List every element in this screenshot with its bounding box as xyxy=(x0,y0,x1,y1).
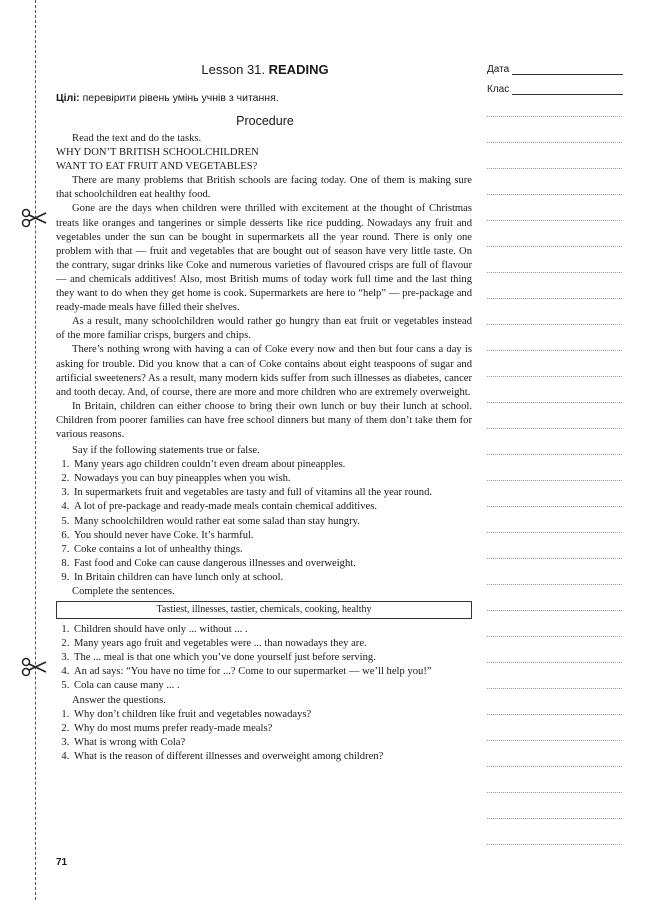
note-line xyxy=(487,714,622,715)
note-line xyxy=(487,740,622,741)
task1-instruction: Say if the following statements true or false. xyxy=(72,445,260,457)
text-body xyxy=(56,132,472,764)
list-item: 2. Nowadays you can buy pineapples when you wish. xyxy=(72,472,472,486)
note-line xyxy=(487,324,622,325)
note-line xyxy=(487,506,622,507)
paragraph: In Britain, children can either choose to bring their own lunch or buy their lunch at school. Children from poorer families can have free school dinners but many of them don’t take them for various reasons. xyxy=(56,400,472,440)
note-line xyxy=(487,818,622,819)
list-item: 1. Why don’t children like fruit and vegetables nowadays? xyxy=(72,708,472,722)
list-item: 2. Why do most mums prefer ready-made meals? xyxy=(72,722,472,736)
aims-label: Цілі: xyxy=(56,92,80,104)
list-item: 5. Cola can cause many ... . xyxy=(72,679,472,693)
list-item: 1. Children should have only ... without ... . xyxy=(72,623,472,637)
procedure-heading: Procedure xyxy=(236,114,294,128)
note-line xyxy=(487,844,622,845)
note-line xyxy=(487,532,622,533)
note-line xyxy=(487,610,622,611)
list-item: 3. The ... meal is that one which you’ve done yourself just before serving. xyxy=(72,651,472,665)
list-item: 4. What is the reason of different illnesses and overweight among children? xyxy=(72,750,472,764)
note-line xyxy=(487,350,622,351)
note-line xyxy=(487,480,622,481)
list-item: 4. An ad says: “You have no time for ...? Come to our supermarket — we’ll help you!” xyxy=(72,665,472,679)
note-line xyxy=(487,142,622,143)
note-line xyxy=(487,688,622,689)
cut-line xyxy=(35,0,36,900)
list-item: 3. What is wrong with Cola? xyxy=(72,736,472,750)
date-field[interactable] xyxy=(487,64,623,75)
read-instruction: Read the text and do the tasks. xyxy=(72,133,202,144)
note-line xyxy=(487,272,622,273)
note-line xyxy=(487,220,622,221)
list-item: 4. A lot of pre-package and ready-made meals contain chemical additives. xyxy=(72,500,472,514)
list-item: 8. Fast food and Coke can cause dangerous illnesses and overweight. xyxy=(72,557,472,571)
class-label: Клас xyxy=(487,84,510,95)
paragraph: Gone are the days when children were thrilled with excitement at the thought of Christmas treats like oranges and tangerines or simple desserts like rice pudding. Nowadays any fruit and vegetables under the sun can be bought in supermarkets all the year round. There is only one problem with that — fruit and vegetables that are bought out of season have very little taste. On the contrary, sugar drinks like Coke and numerous varieties of flavoured crisps are full of flavour — and chemicals additives! Also, most British mums of today work full time and the last thing they want to do when they get home is cook. Supermarkets are here to “help” — pre-package and ready-made meals have filled their shelves. xyxy=(56,203,472,314)
note-line xyxy=(487,194,622,195)
note-line xyxy=(487,662,622,663)
note-line xyxy=(487,376,622,377)
page-number: 71 xyxy=(56,857,68,868)
lesson-topic: READING xyxy=(268,62,329,77)
note-line xyxy=(487,792,622,793)
task3-list xyxy=(56,708,472,764)
lesson-number: Lesson 31. xyxy=(201,62,269,77)
paragraph: There are many problems that British schools are facing today. One of them is making sure that schoolchildren eat healthy food. xyxy=(56,175,472,201)
note-line xyxy=(487,116,622,117)
note-line xyxy=(487,428,622,429)
task2-instruction: Complete the sentences. xyxy=(72,586,175,597)
text-title-line-1: WHY DON’T BRITISH SCHOOLCHILDREN xyxy=(56,147,259,159)
note-line xyxy=(487,584,622,585)
paragraph: There’s nothing wrong with having a can of Coke every now and then but four cans a day is asking for trouble. Did you know that a can of Coke contains about eight teaspoons of sugar and artificial sweeteners? As a result, many modern kids suffer from such illnesses as diabetes, cancer and tooth decay. And, of course, there are more and more children who are extremely overweight. xyxy=(56,344,472,398)
list-item: 7. Coke contains a lot of unhealthy things. xyxy=(72,543,472,557)
task2-list xyxy=(56,623,472,693)
date-label: Дата xyxy=(487,64,510,75)
note-line xyxy=(487,402,622,403)
note-line xyxy=(487,246,622,247)
aims-text: перевірити рівень умінь учнів з читання. xyxy=(79,92,279,104)
list-item: 6. You should never have Coke. It’s harmful. xyxy=(72,529,472,543)
task3-instruction: Answer the questions. xyxy=(72,694,166,706)
scissors-icon xyxy=(20,206,50,230)
note-line xyxy=(487,558,622,559)
list-item: 5. Many schoolchildren would rather eat some salad than stay hungry. xyxy=(72,515,472,529)
word-box: Tastiest, illnesses, tastier, chemicals, cooking, healthy xyxy=(56,601,472,619)
note-line xyxy=(487,168,622,169)
list-item: 2. Many years ago fruit and vegetables were ... than nowadays they are. xyxy=(72,637,472,651)
task1-list xyxy=(56,458,472,585)
lesson-title xyxy=(56,62,474,77)
note-line xyxy=(487,636,622,637)
text-title-line-2: WANT TO EAT FRUIT AND VEGETABLES? xyxy=(56,161,258,173)
scissors-icon xyxy=(20,655,50,679)
class-field[interactable] xyxy=(487,84,623,95)
paragraph: As a result, many schoolchildren would rather go hungry than eat fruit or vegetables instead of the more familiar crisps, burgers and chips. xyxy=(56,316,472,342)
list-item: 1. Many years ago children couldn’t even dream about pineapples. xyxy=(72,458,472,472)
list-item: 9. In Britain children can have lunch only at school. xyxy=(72,571,472,585)
note-line xyxy=(487,454,622,455)
note-line xyxy=(487,298,622,299)
note-line xyxy=(487,766,622,767)
list-item: 3. In supermarkets fruit and vegetables are tasty and full of vitamins all the year round. xyxy=(72,486,472,500)
lesson-aims xyxy=(56,92,279,104)
